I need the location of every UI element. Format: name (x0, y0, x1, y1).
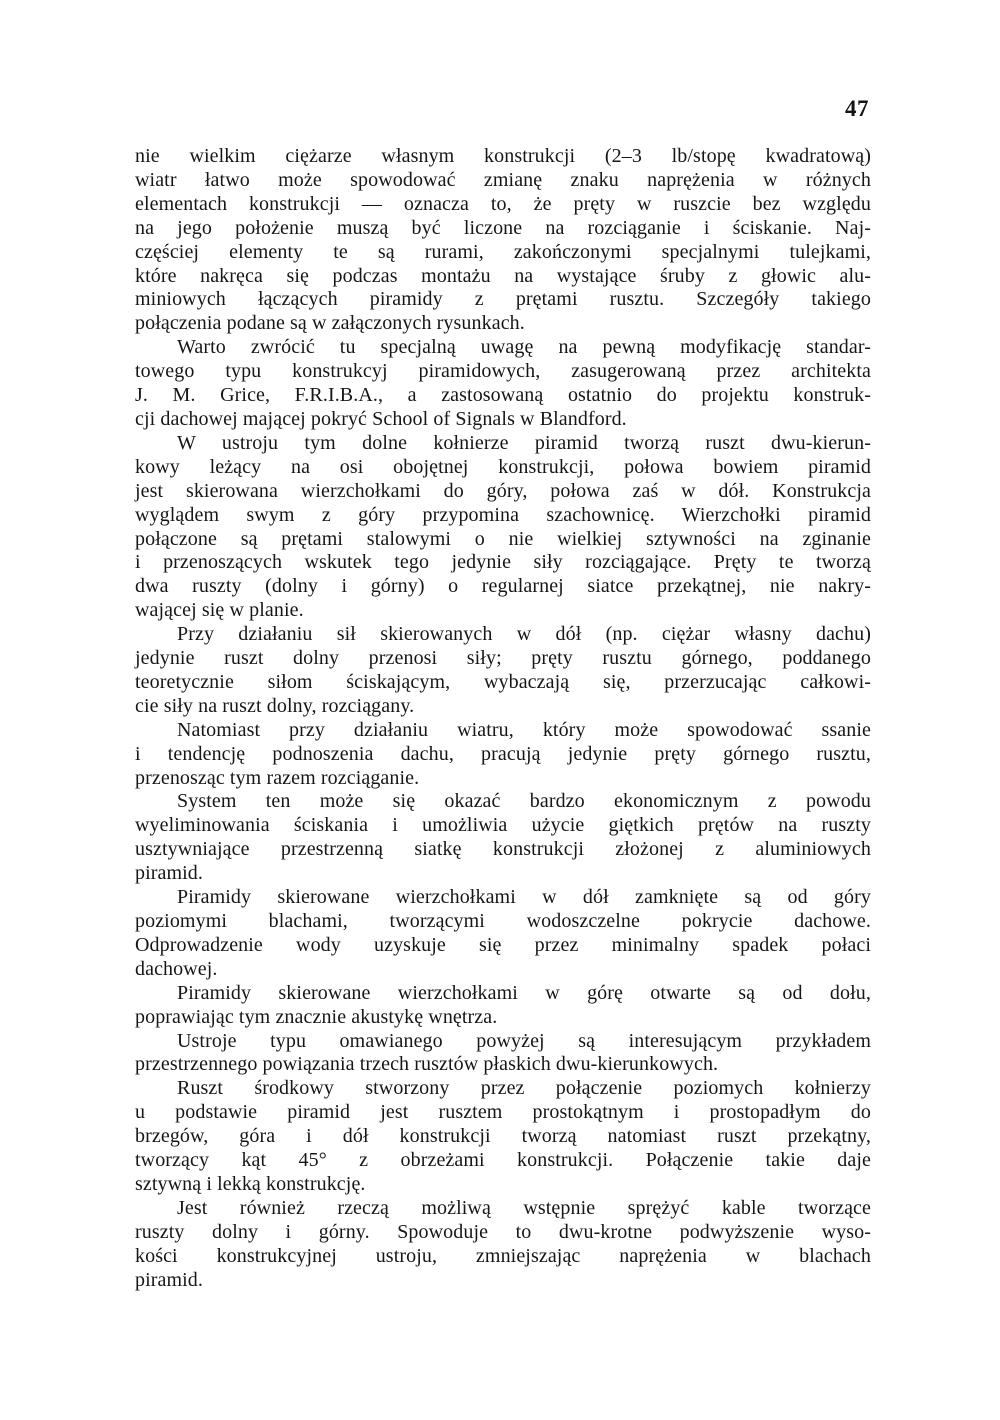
text-line: wającej się w planie. (135, 599, 304, 622)
text-line: J. M. Grice, F.R.I.B.A., a zastosowaną ostatnio do projektu konstruk- (135, 384, 871, 407)
text-line: poziomymi blachami, tworzącymi wodoszczelne pokrycie dachowe. (135, 910, 871, 932)
text-line: Piramidy skierowane wierzchołkami w dół zamknięte są od góry (177, 886, 871, 909)
text-line: przenosząc tym razem rozciąganie. (135, 766, 420, 789)
text-line: cie siły na ruszt dolny, rozciągany. (135, 694, 415, 717)
text-line: Odprowadzenie wody uzyskuje się przez minimalny spadek połaci (135, 933, 871, 956)
text-line: Ustroje typu omawianego powyżej są interesującym przykładem (177, 1029, 871, 1052)
text-line: tworzący kąt 45° z obrzeżami konstrukcji. Połączenie takie daje (135, 1149, 871, 1172)
paragraph (135, 719, 871, 791)
text-line: piramid. (135, 862, 204, 885)
text-line: teoretycznie siłom ściskającym, wybaczają się, przerzucając całkowi- (135, 670, 871, 693)
text-block (135, 145, 871, 1293)
paragraph (135, 432, 871, 623)
text-line: W ustroju tym dolne kołnierze piramid tworzą ruszt dwu-kierun- (177, 431, 871, 454)
text-line: jest skierowana wierzchołkami do góry, połowa zaś w dół. Konstrukcja (135, 479, 871, 502)
text-line: Ruszt środkowy stworzony przez połączenie poziomych kołnierzy (177, 1077, 871, 1100)
text-line: nie wielkim ciężarze własnym konstrukcji (2–3 lb/stopę kwadratową) (135, 145, 871, 167)
text-line: elementach konstrukcji — oznacza to, że pręty w ruszcie bez względu (135, 192, 871, 215)
text-line: Warto zwrócić tu specjalną uwagę na pewną modyfikację standar- (177, 336, 871, 359)
text-line: Natomiast przy działaniu wiatru, który może spowodować ssanie (177, 718, 871, 741)
paragraph (135, 1077, 871, 1197)
paragraph (135, 336, 871, 432)
text-line: cji dachowej mającej pokryć School of Signals w Blandford. (135, 407, 627, 430)
page-number: 47 (845, 96, 869, 121)
text-line: dachowej. (135, 957, 218, 980)
text-line: dwa ruszty (dolny i górny) o regularnej siatce przekątnej, nie nakry- (135, 575, 871, 598)
text-line: miniowych łączących piramidy z prętami rusztu. Szczegóły takiego (135, 288, 871, 311)
text-line: częściej elementy te są rurami, zakończonymi specjalnymi tulejkami, (135, 240, 871, 263)
text-line: brzegów, góra i dół konstrukcji tworzą natomiast ruszt przekątny, (135, 1125, 871, 1148)
text-line: towego typu konstrukcyj piramidowych, zasugerowaną przez architekta (135, 360, 871, 383)
paragraph (135, 790, 871, 886)
text-line: jedynie ruszt dolny przenosi siły; pręty rusztu górnego, poddanego (135, 647, 871, 670)
text-line: Piramidy skierowane wierzchołkami w górę otwarte są od dołu, (177, 981, 871, 1004)
text-line: połączone są prętami stalowymi o nie wielkiej sztywności na zginanie (135, 527, 871, 550)
text-line: i tendencję podnoszenia dachu, pracują jedynie pręty górnego rusztu, (135, 742, 871, 765)
text-line: ruszty dolny i górny. Spowoduje to dwu-krotne podwyższenie wyso- (135, 1220, 871, 1243)
text-line: Jest również rzeczą możliwą wstępnie sprężyć kable tworzące (177, 1196, 871, 1219)
text-line: wyeliminowania ściskania i umożliwia użycie giętkich prętów na ruszty (135, 814, 871, 837)
text-line: na jego położenie muszą być liczone na rozciąganie i ściskanie. Naj- (135, 216, 871, 239)
paragraph (135, 886, 871, 982)
text-line: poprawiając tym znacznie akustykę wnętrza. (135, 1005, 498, 1028)
text-line: usztywniające przestrzenną siatkę konstrukcji złożonej z aluminiowych (135, 838, 871, 861)
paragraph (135, 145, 871, 336)
paragraph (135, 982, 871, 1030)
text-line: Przy działaniu sił skierowanych w dół (np. ciężar własny dachu) (177, 623, 871, 646)
text-line: System ten może się okazać bardzo ekonomicznym z powodu (177, 790, 871, 813)
text-line: piramid. (135, 1268, 204, 1291)
text-line: u podstawie piramid jest rusztem prostokątnym i prostopadłym do (135, 1101, 871, 1124)
text-line: i przenoszących wskutek tego jedynie siły rozciągające. Pręty te tworzą (135, 551, 871, 574)
text-line: przestrzennego powiązania trzech rusztów płaskich dwu-kierunkowych. (135, 1053, 719, 1076)
text-line: które nakręca się podczas montażu na wystające śruby z głowic alu- (135, 264, 871, 287)
text-line: połączenia podane są w załączonych rysunkach. (135, 312, 525, 335)
text-line: wyglądem swym z góry przypomina szachownicę. Wierzchołki piramid (135, 503, 871, 526)
text-line: kości konstrukcyjnej ustroju, zmniejszając naprężenia w blachach (135, 1244, 871, 1267)
text-line: sztywną i lekką konstrukcję. (135, 1172, 366, 1195)
text-line: kowy leżący na osi obojętnej konstrukcji, połowa bowiem piramid (135, 455, 871, 478)
text-line: wiatr łatwo może spowodować zmianę znaku naprężenia w różnych (135, 168, 871, 191)
paragraph (135, 623, 871, 719)
paragraph (135, 1030, 871, 1078)
paragraph (135, 1197, 871, 1293)
